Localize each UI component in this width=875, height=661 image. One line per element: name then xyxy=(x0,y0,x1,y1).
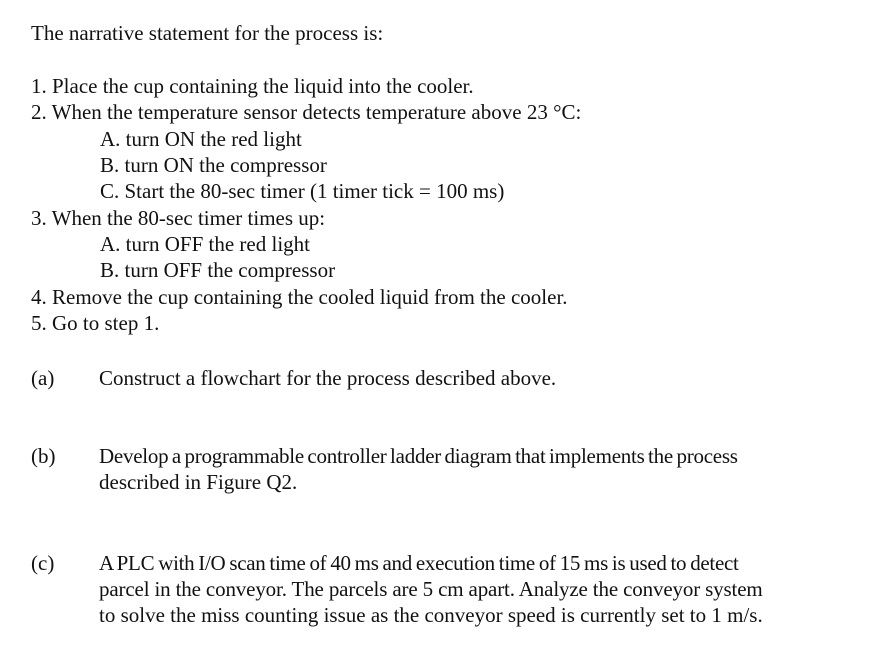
step-3-b: B. turn OFF the compressor xyxy=(100,258,336,282)
question-a-line: Construct a flowchart for the process described above. xyxy=(99,366,557,390)
step-2-a: A. turn ON the red light xyxy=(100,127,302,151)
step-3: 3. When the 80-sec timer times up: xyxy=(31,206,326,230)
question-b-text xyxy=(99,443,844,495)
step-2-c: C. Start the 80-sec timer (1 timer tick = 100 ms) xyxy=(100,179,505,203)
question-c-label: (c) xyxy=(31,551,55,575)
step-1: 1. Place the cup containing the liquid into the cooler. xyxy=(31,74,474,98)
question-b-line: Develop a programmable controller ladder diagram that implements the process xyxy=(99,444,738,468)
question-a-text xyxy=(99,365,844,391)
question-c-line: parcel in the conveyor. The parcels are 5 cm apart. Analyze the conveyor system xyxy=(99,577,763,601)
step-2-b: B. turn ON the compressor xyxy=(100,153,327,177)
question-b-line: described in Figure Q2. xyxy=(99,470,298,494)
step-3-a: A. turn OFF the red light xyxy=(100,232,310,256)
question-c-line: A PLC with I/O scan time of 40 ms and execution time of 15 ms is used to detect xyxy=(99,551,739,575)
question-c-text xyxy=(99,550,844,628)
question-c-line: to solve the miss counting issue as the conveyor speed is currently set to 1 m/s. xyxy=(99,603,763,627)
step-2: 2. When the temperature sensor detects temperature above 23 °C: xyxy=(31,100,582,124)
step-5: 5. Go to step 1. xyxy=(31,311,160,335)
question-a-label: (a) xyxy=(31,366,55,390)
intro-statement: The narrative statement for the process is: xyxy=(31,21,384,45)
question-b-label: (b) xyxy=(31,444,56,468)
step-4: 4. Remove the cup containing the cooled liquid from the cooler. xyxy=(31,285,568,309)
